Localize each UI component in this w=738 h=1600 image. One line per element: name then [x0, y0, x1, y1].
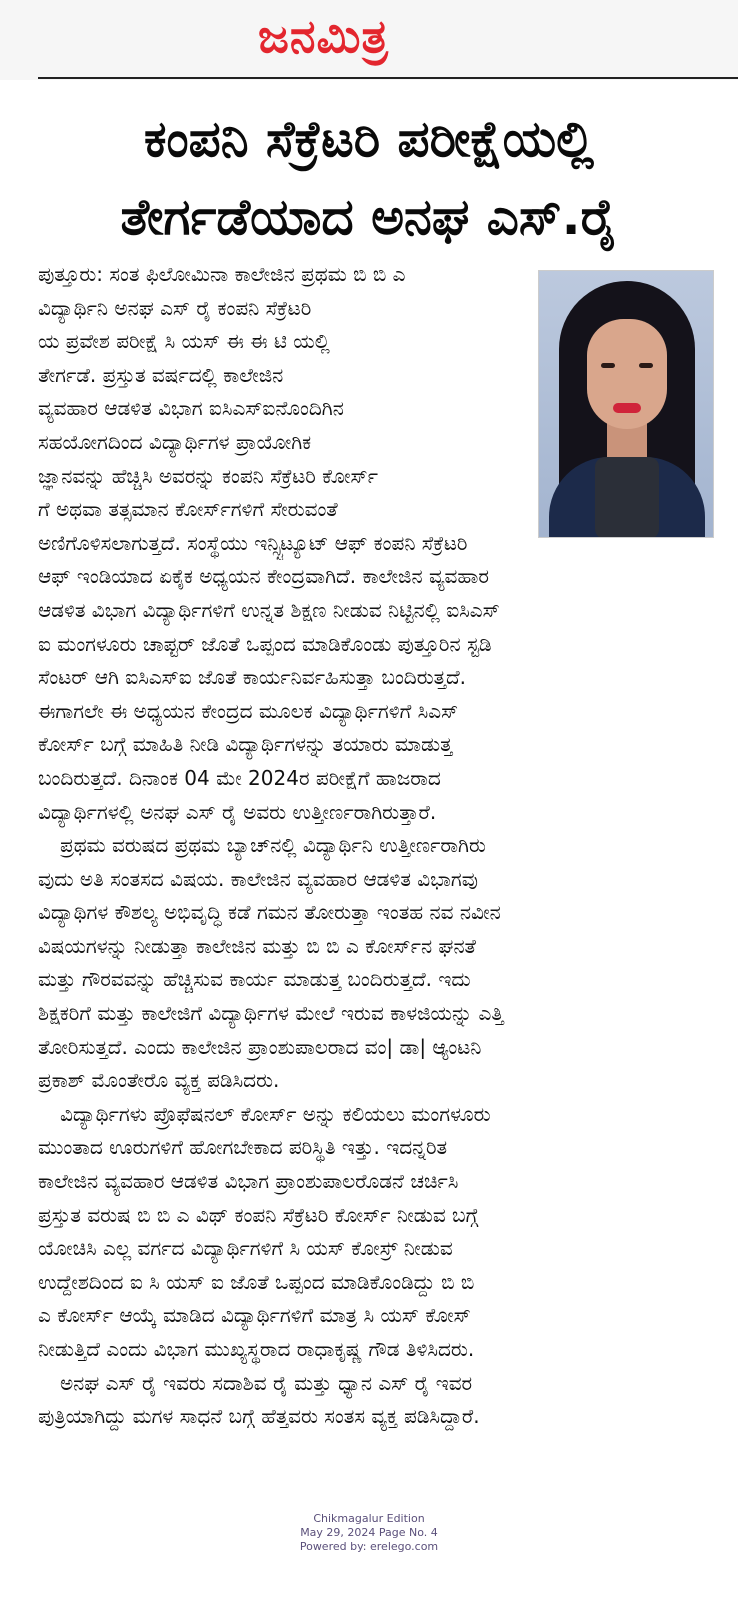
- article-line: ತೋರಿಸುತ್ತದೆ. ಎಂದು ಕಾಲೇಜಿನ ಪ್ರಾಂಶುಪಾಲರಾದ ವಂ| ಡಾ| ಆ್ಯಂಟನಿ: [38, 1034, 482, 1059]
- article-line: ಸೆಂಟರ್ ಆಗಿ ಐಸಿಎಸ್‌ಐ ಜೊತೆ ಕಾರ್ಯನಿರ್ವಹಿಸುತ್ತಾ ಬಂದಿರುತ್ತದೆ.: [38, 665, 467, 690]
- article-line: ಅನಘ ಎಸ್ ರೈ ಇವರು ಸದಾಶಿವ ರೈ ಮತ್ತು ಧ್ಯಾನ ಎಸ್ ರೈ ಇವರ: [60, 1370, 473, 1395]
- article-line: ಆಫ್ ಇಂಡಿಯಾದ ಏಕೈಕ ಅಧ್ಯಯನ ಕೇಂದ್ರವಾಗಿದೆ. ಕಾಲೇಜಿನ ವ್ಯವಹಾರ: [38, 564, 489, 589]
- article-line: ಜ್ಞಾನವನ್ನು ಹೆಚ್ಚಿಸಿ ಅವರನ್ನು ಕಂಪನಿ ಸೆಕ್ರೆಟರಿ ಕೋರ್ಸ್: [38, 463, 378, 488]
- headline-line-2: ತೇರ್ಗಡೆಯಾದ ಅನಘ ಎಸ್.ರೈ: [120, 188, 618, 246]
- article-line: ಪ್ರಸ್ತುತ ವರುಷ ಬಿ ಬಿ ಎ ವಿಥ್ ಕಂಪನಿ ಸೆಕ್ರೆಟರಿ ಕೋರ್ಸ್ ನೀಡುವ ಬಗ್ಗೆ: [38, 1202, 479, 1227]
- powered-by: Powered by: erelego.com: [299, 1540, 439, 1553]
- article-line: ಉದ್ದೇಶದಿಂದ ಐ ಸಿ ಯಸ್ ಐ ಜೊತೆ ಒಪ್ಪಂದ ಮಾಡಿಕೊಂಡಿದ್ದು ಬಿ ಬಿ: [38, 1269, 475, 1294]
- article-line: ಯೋಚಿಸಿ ಎಲ್ಲ ವರ್ಗದ ವಿದ್ಯಾರ್ಥಿಗಳಿಗೆ ಸಿ ಯಸ್ ಕೋಸ್ರ್ ನೀಡುವ: [38, 1236, 453, 1261]
- article-line: ಕಾಲೇಜಿನ ವ್ಯವಹಾರ ಆಡಳಿತ ವಿಭಾಗ ಪ್ರಾಂಶುಪಾಲರೊಡನೆ ಚರ್ಚಿಸಿ: [38, 1169, 459, 1194]
- article-line: ವಿಷಯಗಳನ್ನು ನೀಡುತ್ತಾ ಕಾಲೇಜಿನ ಮತ್ತು ಬಿ ಬಿ ಎ ಕೋರ್ಸ್‌ನ ಘನತೆ: [38, 933, 476, 958]
- article-line: ಆಡಳಿತ ವಿಭಾಗ ವಿದ್ಯಾರ್ಥಿಗಳಿಗೆ ಉನ್ನತ ಶಿಕ್ಷಣ ನೀಡುವ ನಿಟ್ಟಿನಲ್ಲಿ ಐಸಿಎಸ್: [38, 597, 500, 622]
- article-line: ವಿದ್ಯಾರ್ಥಿಗಳಲ್ಲಿ ಅನಘ ಎಸ್ ರೈ ಅವರು ಉತ್ತೀರ್ಣರಾಗಿರುತ್ತಾರೆ.: [38, 799, 437, 824]
- article-line: ಅಣಿಗೊಳಿಸಲಾಗುತ್ತದೆ. ಸಂಸ್ಥೆಯು ಇನ್ಸ್ಟಿಟ್ಯೂಟ್ ಆಫ್ ಕಂಪನಿ ಸೆಕ್ರೆಟರಿ: [38, 530, 468, 555]
- article-line: ಪ್ರಕಾಶ್ ಮೊಂತೇರೊ ವ್ಯಕ್ತ ಪಡಿಸಿದರು.: [38, 1068, 280, 1093]
- article-line: ಸಹಯೋಗದಿಂದ ವಿದ್ಯಾರ್ಥಿಗಳ ಪ್ರಾಯೋಗಿಕ: [38, 429, 312, 454]
- edition-date: May 29, 2024 Page No. 4: [300, 1526, 438, 1539]
- article-line: ಐ ಮಂಗಳೂರು ಚಾಪ್ಟರ್ ಜೊತೆ ಒಪ್ಪಂದ ಮಾಡಿಕೊಂಡು ಪುತ್ತೂರಿನ ಸ್ಟಡಿ: [38, 631, 492, 656]
- newspaper-title: ಜನಮಿತ್ರ: [258, 9, 389, 63]
- headline-line-1: ಕಂಪನಿ ಸೆಕ್ರೆಟರಿ ಪರೀಕ್ಷೆಯಲ್ಲಿ: [144, 110, 594, 168]
- article-line: ಶಿಕ್ಷಕರಿಗೆ ಮತ್ತು ಕಾಲೇಜಿಗೆ ವಿದ್ಯಾರ್ಥಿಗಳ ಮೇಲೆ ಇರುವ ಕಾಳಜಿಯನ್ನು ಎತ್ತಿ: [38, 1001, 504, 1026]
- article-line: ವಿದ್ಯಾಥಿಗಳ ಕೌಶಲ್ಯ ಅಭಿವೃದ್ಧಿ ಕಡೆ ಗಮನ ತೋರುತ್ತಾ ಇಂತಹ ನವ ನವೀನ: [38, 900, 501, 925]
- edition-name: Chikmagalur Edition: [313, 1512, 425, 1525]
- masthead-divider: [38, 77, 738, 79]
- masthead: [0, 0, 738, 80]
- article-line: ಈಗಾಗಲೇ ಈ ಅಧ್ಯಯನ ಕೇಂದ್ರದ ಮೂಲಕ ವಿದ್ಯಾರ್ಥಿಗಳಿಗೆ ಸಿಎಸ್: [38, 698, 459, 723]
- article-line: ಪುತ್ತೂರು: ಸಂತ ಫಿಲೋಮಿನಾ ಕಾಲೇಜಿನ ಪ್ರಥಮ ಬಿ ಬಿ ಎ: [38, 262, 406, 286]
- article-line: ಬಂದಿರುತ್ತದೆ. ದಿನಾಂಕ 04 ಮೇ 2024ರ ಪರೀಕ್ಷೆಗೆ ಹಾಜರಾದ: [38, 765, 441, 790]
- edition-footer: [0, 1512, 738, 1554]
- article-line: ಮುಂತಾದ ಊರುಗಳಿಗೆ ಹೋಗಬೇಕಾದ ಪರಿಸ್ಥಿತಿ ಇತ್ತು. ಇದನ್ನರಿತ: [38, 1135, 448, 1160]
- article-line: ಗೆ ಅಥವಾ ತತ್ಸಮಾನ ಕೋರ್ಸ್‌ಗಳಿಗೆ ಸೇರುವಂತೆ: [38, 497, 338, 522]
- article-line: ವಿದ್ಯಾರ್ಥಿಗಳು ಪ್ರೊಫೆಷನಲ್ ಕೋರ್ಸ್ ಅನ್ನು ಕಲಿಯಲು ಮಂಗಳೂರು: [60, 1101, 491, 1126]
- article-line: ಯ ಪ್ರವೇಶ ಪರೀಕ್ಷೆ ಸಿ ಯಸ್ ಈ ಈ ಟಿ ಯಲ್ಲಿ: [38, 329, 330, 354]
- article-line: ಪುತ್ರಿಯಾಗಿದ್ದು ಮಗಳ ಸಾಧನೆ ಬಗ್ಗೆ ಹೆತ್ತವರು ಸಂತಸ ವ್ಯಕ್ತ ಪಡಿಸಿದ್ದಾರೆ.: [38, 1404, 480, 1429]
- article-line: ವುದು ಅತಿ ಸಂತಸದ ವಿಷಯ. ಕಾಲೇಜಿನ ವ್ಯವಹಾರ ಆಡಳಿತ ವಿಭಾಗವು: [38, 866, 479, 891]
- article-line: ಕೋರ್ಸ್ ಬಗ್ಗೆ ಮಾಹಿತಿ ನೀಡಿ ವಿದ್ಯಾರ್ಥಿಗಳನ್ನು ತಯಾರು ಮಾಡುತ್ತ: [38, 732, 453, 757]
- article-line: ಎ ಕೋರ್ಸ್ ಆಯ್ಕೆ ಮಾಡಿದ ವಿದ್ಯಾರ್ಥಿಗಳಿಗೆ ಮಾತ್ರ ಸಿ ಯಸ್ ಕೋಸ್: [38, 1303, 471, 1328]
- article-body: [38, 258, 728, 1434]
- article-line: ಮತ್ತು ಗೌರವವನ್ನು ಹೆಚ್ಚಿಸುವ ಕಾರ್ಯ ಮಾಡುತ್ತ ಬಂದಿರುತ್ತದೆ. ಇದು: [38, 967, 471, 992]
- article-headline: [0, 100, 738, 256]
- article-line: ವ್ಯವಹಾರ ಆಡಳಿತ ವಿಭಾಗ ಐಸಿಎಸ್‌ಐನೊಂದಿಗಿನ: [38, 396, 344, 421]
- article-line: ವಿದ್ಯಾರ್ಥಿನಿ ಅನಘ ಎಸ್ ರೈ ಕಂಪನಿ ಸೆಕ್ರೆಟರಿ: [38, 295, 312, 320]
- article-line: ಪ್ರಥಮ ವರುಷದ ಪ್ರಥಮ ಬ್ಯಾಚ್‌ನಲ್ಲಿ ವಿದ್ಯಾರ್ಥಿನಿ ಉತ್ತೀರ್ಣರಾಗಿರು: [60, 833, 486, 858]
- article-line: ನೀಡುತ್ತಿದೆ ಎಂದು ವಿಭಾಗ ಮುಖ್ಯಸ್ಥರಾದ ರಾಧಾಕೃಷ್ಣ ಗೌಡ ತಿಳಿಸಿದರು.: [38, 1337, 475, 1361]
- article-line: ತೇರ್ಗಡೆ. ಪ್ರಸ್ತುತ ವರ್ಷದಲ್ಲಿ ಕಾಲೇಜಿನ: [38, 362, 284, 387]
